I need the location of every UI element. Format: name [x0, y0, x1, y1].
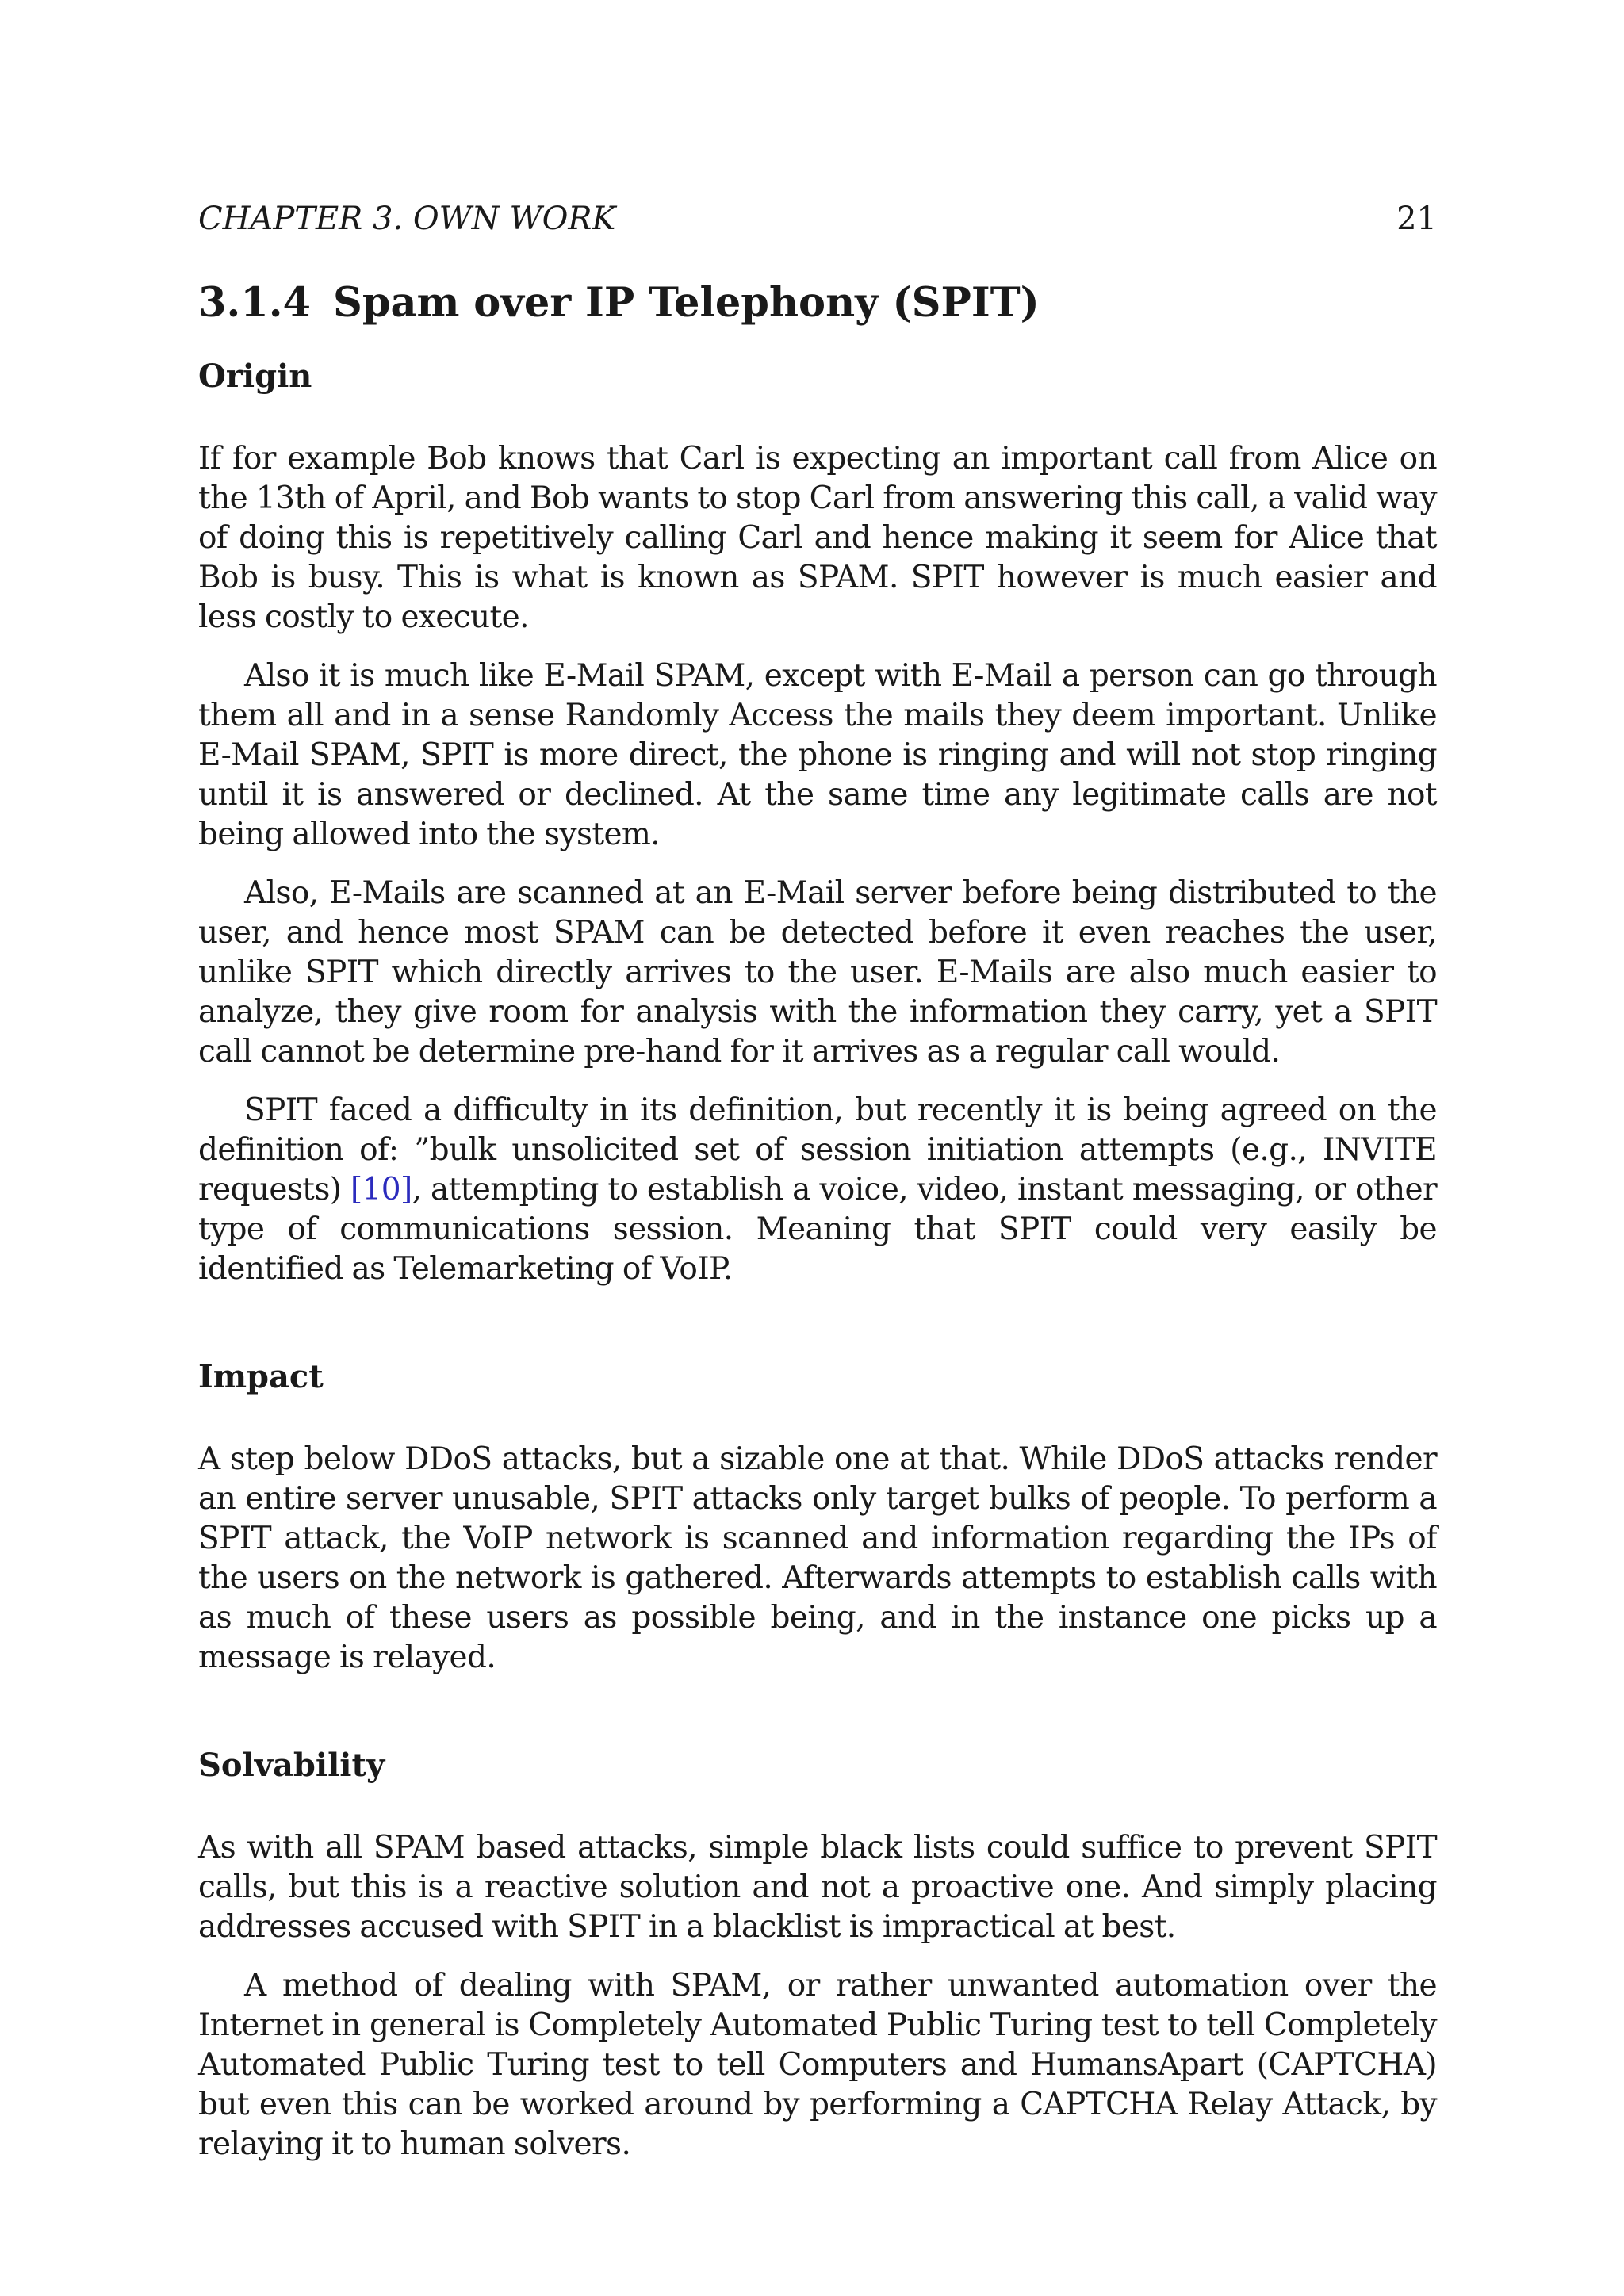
subsection-heading-solvability: Solvability — [198, 1747, 385, 1784]
running-header — [198, 198, 1437, 239]
chapter-heading: CHAPTER 3. OWN WORK — [198, 201, 616, 237]
section-heading — [198, 277, 1437, 328]
page-number: 21 — [1396, 201, 1437, 237]
paragraph: Also it is much like E-Mail SPAM, except with E-Mail a person can go through them all and in a sense Randomly Access the mails they deem important. Unlike E-Mail SPAM, SPIT is more direct, the phone is ringing and will not stop ringing until it is answered or declined. At the same time any legitimate calls are not being allowed into the system. — [198, 658, 1437, 852]
citation-link[interactable]: [10] — [350, 1172, 412, 1207]
section-number: 3.1.4 — [198, 279, 311, 327]
paragraph: A method of dealing with SPAM, or rather unwanted automation over the Internet in general is Completely Automated Public Turing test to tell Completely Automated Public Turing test to tell Computers and HumansApart (CAPTCHA) but even this can be worked around by performing a CAPTCHA Relay Attack, by relaying it to human solvers. — [198, 1968, 1437, 2162]
section-title: Spam over IP Telephony (SPIT) — [333, 279, 1040, 327]
solvability-body — [198, 1828, 1437, 2164]
paragraph: If for example Bob knows that Carl is expecting an important call from Alice on the 13th of April, and Bob wants to stop Carl from answering this call, a valid way of doing this is repetitively calling Carl and hence making it seem for Alice that Bob is busy. This is what is known as SPAM. SPIT however is much easier and less costly to execute. — [198, 441, 1437, 635]
paragraph: Also, E-Mails are scanned at an E-Mail server before being distributed to the user, and hence most SPAM can be detected before it even reaches the user, unlike SPIT which directly arrives to the user. E-Mails are also much easier to analyze, they give room for analysis with the information they carry, yet a SPIT call cannot be determine pre-hand for it arrives as a regular call would. — [198, 875, 1437, 1070]
document-page — [198, 198, 1437, 2164]
paragraph-text: , attempting to establish a voice, video, instant messaging, or other type of communications session. Meaning that SPIT could very easily be identified as Telemarketing of VoIP. — [198, 1172, 1437, 1287]
impact-body — [198, 1440, 1437, 1678]
subsection-heading-origin: Origin — [198, 358, 312, 395]
paragraph-text: SPIT faced a difficulty in its definition, but recently it is being agreed on the definition of: ”bulk unsolicited set of session initiation attempts (e.g., INVITE requests) — [198, 1093, 1437, 1207]
subsection-heading-impact: Impact — [198, 1358, 324, 1395]
paragraph: As with all SPAM based attacks, simple black lists could suffice to prevent SPIT calls, but this is a reactive solution and not a proactive one. And simply placing addresses accused with SPIT in a blacklist is impractical at best. — [198, 1830, 1437, 1945]
origin-body — [198, 439, 1437, 1289]
paragraph — [198, 1091, 1437, 1289]
paragraph: A step below DDoS attacks, but a sizable one at that. While DDoS attacks render an entire server unusable, SPIT attacks only target bulks of people. To perform a SPIT attack, the VoIP network is scanned and information regarding the IPs of the users on the network is gathered. Afterwards attempts to establish calls with as much of these users as possible being, and in the instance one picks up a message is relayed. — [198, 1441, 1437, 1675]
